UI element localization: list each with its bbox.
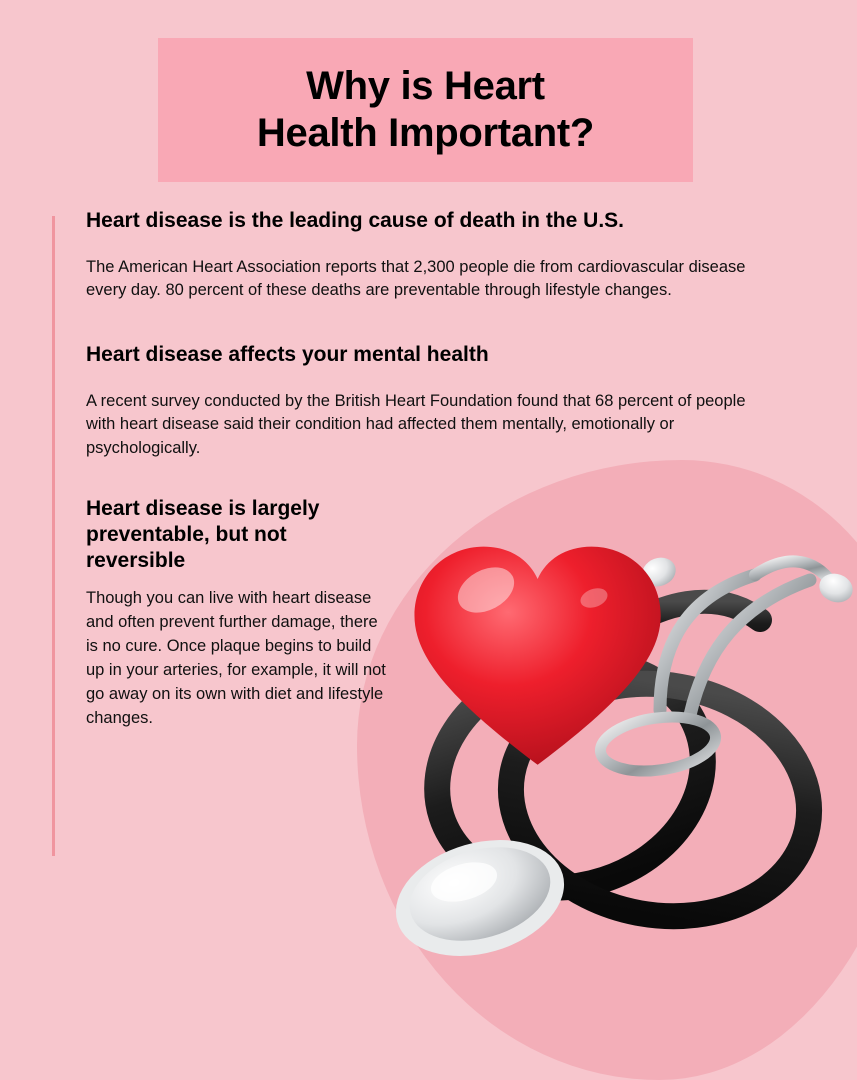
sections-list (86, 208, 772, 731)
page-title (257, 63, 594, 157)
section-body: A recent survey conducted by the British Heart Foundation found that 68 percent of people with heart disease said their condition had affected them mentally, emotionally or psychologically. (86, 392, 746, 457)
page-title-line-2: Health Important? (256, 111, 595, 155)
title-banner (158, 38, 693, 182)
section-body: The American Heart Association reports that 2,300 people die from cardiovascular disease every day. 80 percent of these deaths are preventable through lifestyle changes. (86, 257, 746, 300)
section-leading-cause-of-death (86, 208, 776, 302)
section-heading: Heart disease is the leading cause of death in the U.S. (86, 209, 624, 232)
section-heading: Heart disease affects your mental health (86, 343, 489, 367)
page-title-line-1: Why is Heart (306, 63, 545, 108)
content-area (52, 208, 772, 757)
vertical-divider (52, 216, 55, 856)
section-body: Though you can live with heart disease and often prevent further damage, there is no cure. Once plaque begins to build up in your arteries, for example, it will not go away on its own with diet and lifestyle changes. (86, 589, 386, 727)
section-heading: Heart disease is largely preventable, but not reversible (86, 497, 320, 572)
section-preventable-not-reversible (86, 496, 386, 730)
section-mental-health (86, 342, 776, 460)
